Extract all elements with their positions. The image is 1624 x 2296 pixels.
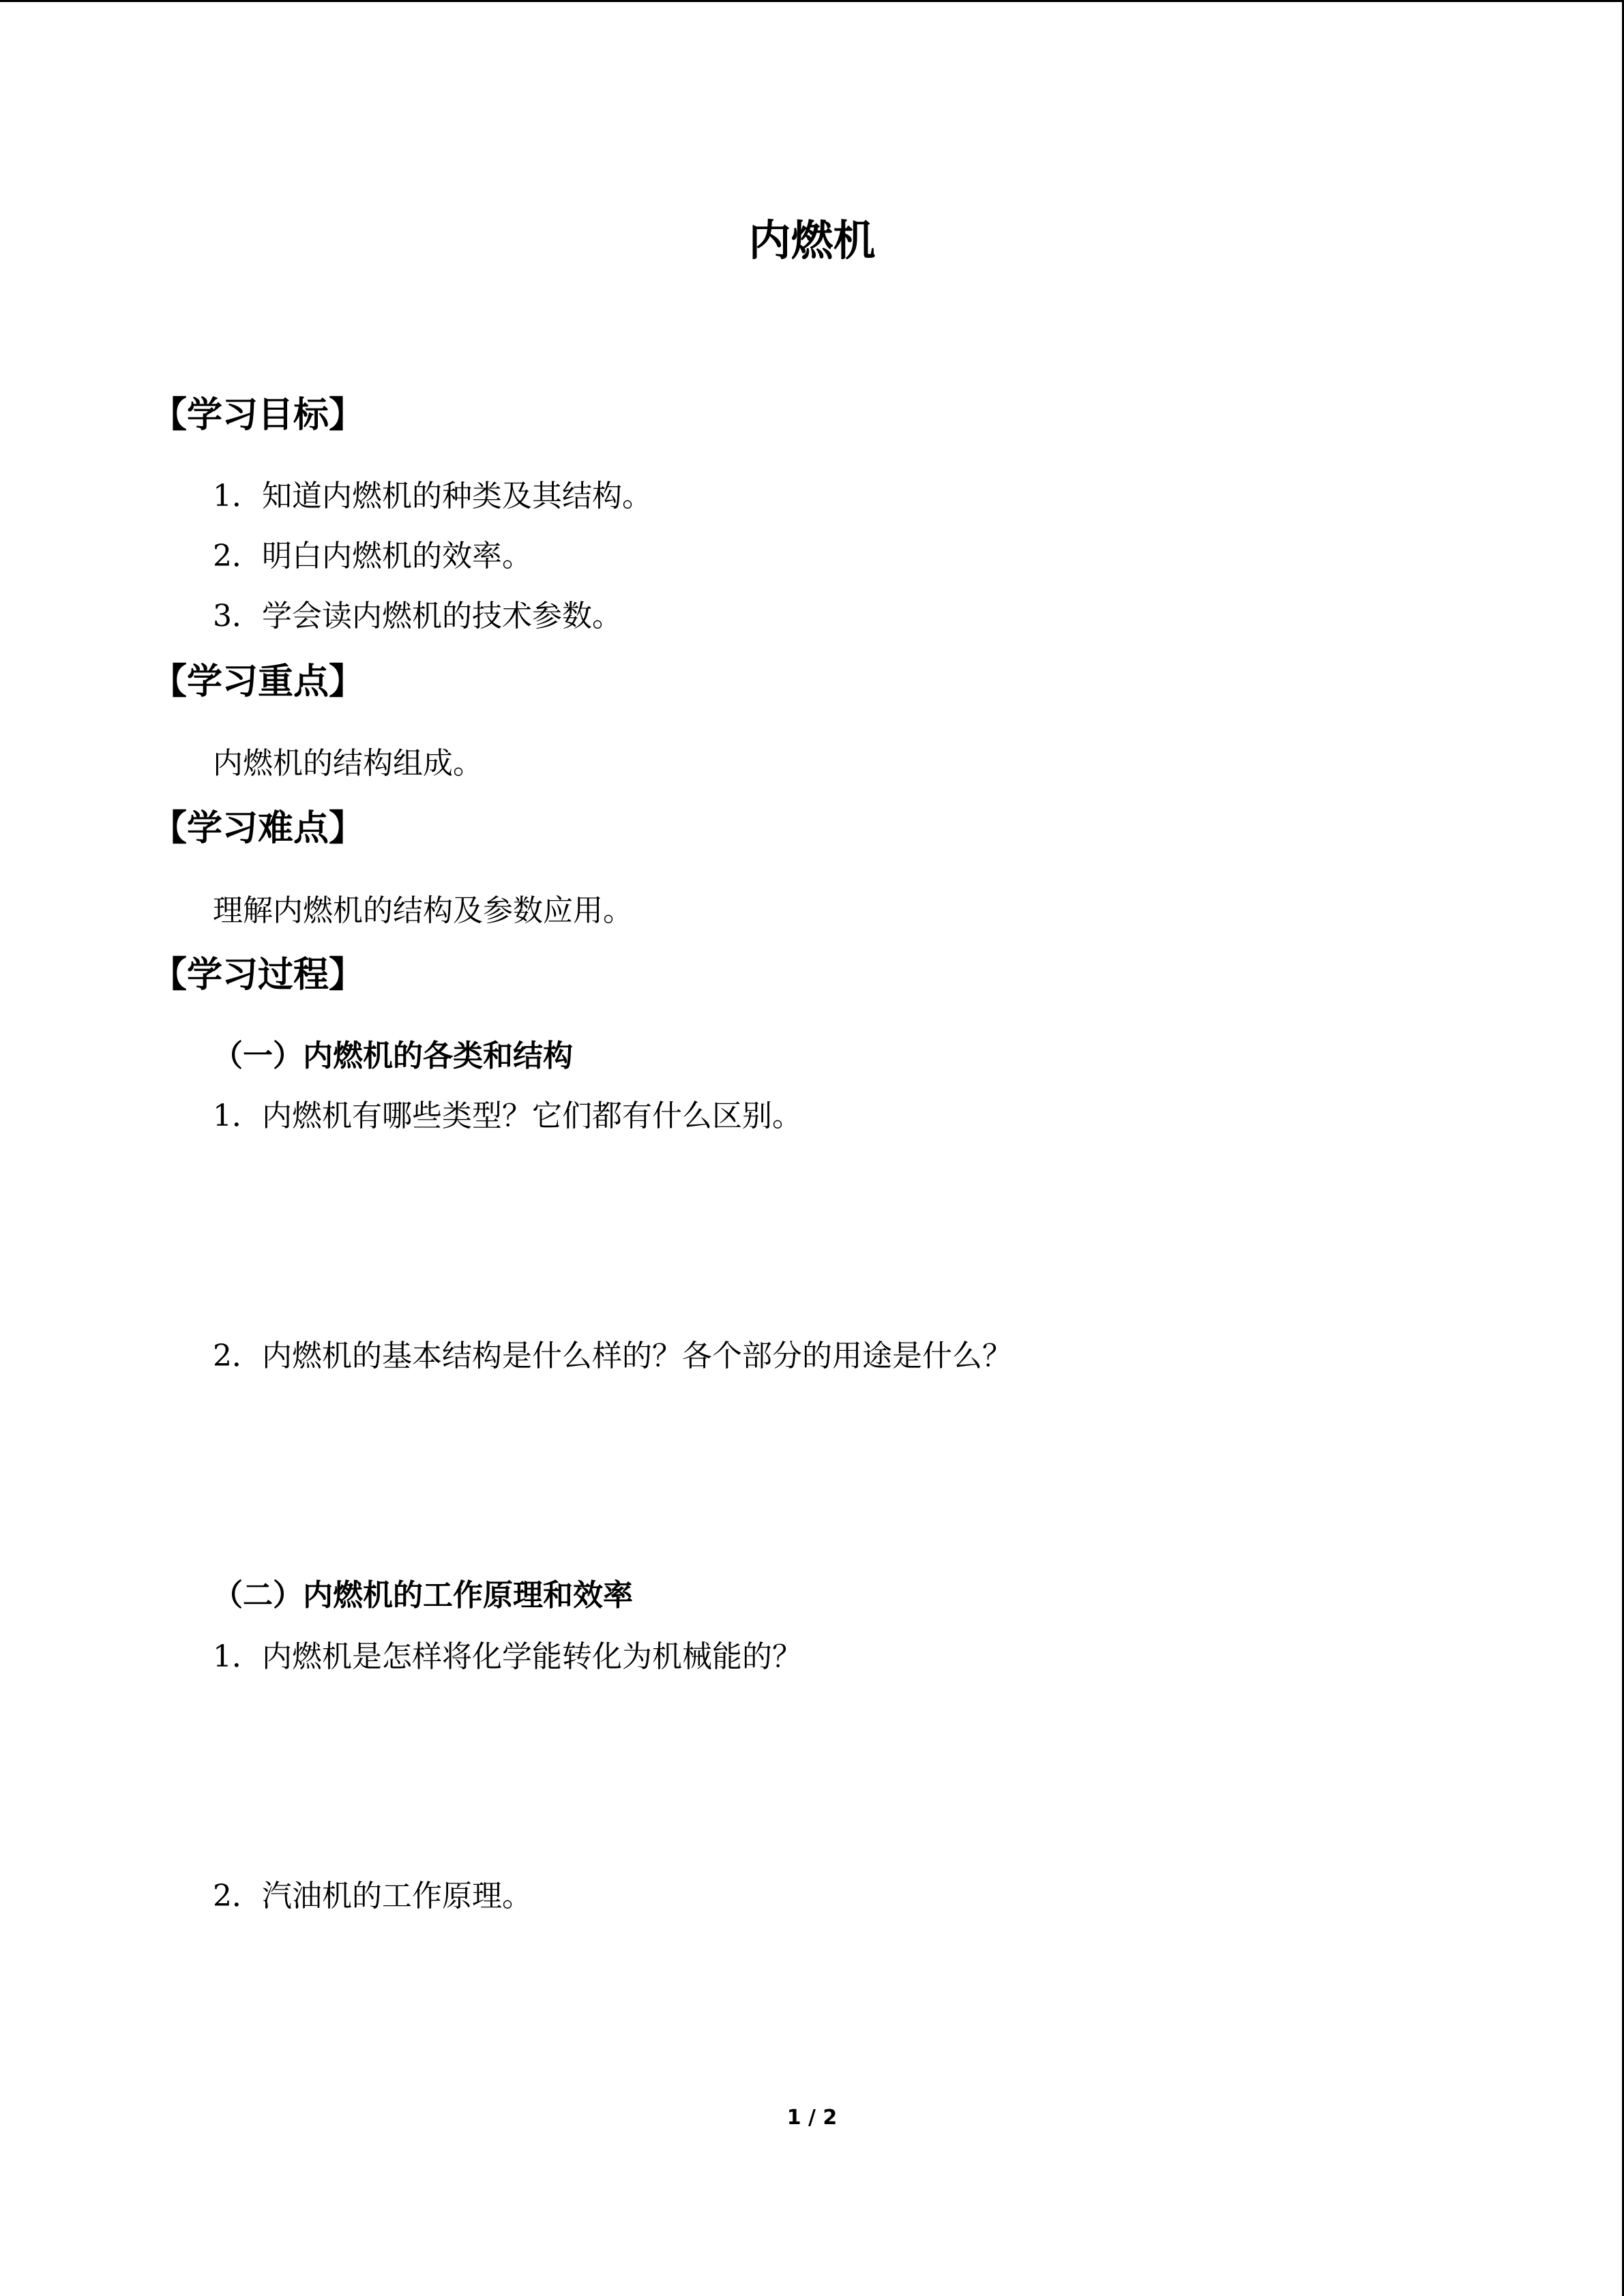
process-part-1-question-1: 1．内燃机有哪些类型？它们都有什么区别。 bbox=[213, 1099, 802, 1133]
process-part-1-question-2: 2．内燃机的基本结构是什么样的？各个部分的用途是什么？ bbox=[213, 1339, 1012, 1373]
key-points-text: 内燃机的结构组成。 bbox=[213, 746, 483, 781]
difficulties-text: 理解内燃机的结构及参数应用。 bbox=[213, 893, 633, 928]
difficulties-heading: 【学习难点】 bbox=[151, 808, 365, 849]
objective-item-2: 2．明白内燃机的效率。 bbox=[213, 539, 532, 573]
objective-item-3: 3．学会读内燃机的技术参数。 bbox=[213, 599, 622, 633]
process-part-2-question-1: 1．内燃机是怎样将化学能转化为机械能的？ bbox=[213, 1639, 802, 1674]
process-part-1-title: （一）内燃机的各类和结构 bbox=[213, 1039, 573, 1073]
process-part-2-question-2: 2．汽油机的工作原理。 bbox=[213, 1879, 532, 1913]
key-points-heading: 【学习重点】 bbox=[151, 661, 365, 702]
objective-item-1: 1．知道内燃机的种类及其结构。 bbox=[213, 479, 652, 513]
process-part-2-title: （二）内燃机的工作原理和效率 bbox=[213, 1578, 633, 1613]
document-title: 内燃机 bbox=[748, 215, 876, 265]
process-heading: 【学习过程】 bbox=[151, 955, 365, 996]
objectives-heading: 【学习目标】 bbox=[151, 395, 365, 436]
page-number: 1 / 2 bbox=[786, 2106, 838, 2130]
